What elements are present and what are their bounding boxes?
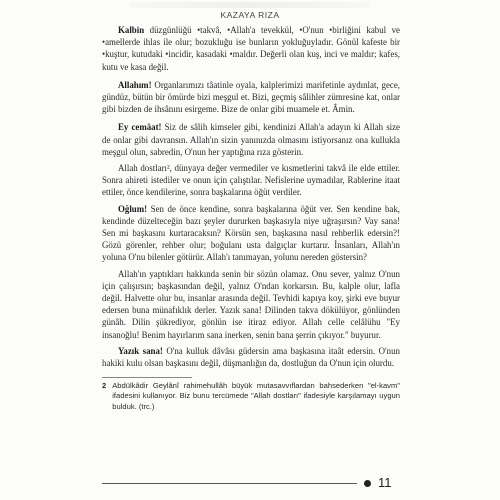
footnote [102,381,400,412]
paragraph-ey-cemaat [102,121,400,158]
paragraph-text: Siz de sâlih kimseler gibi, kendinizi Allah'a adayın ki Allah size de onlar gibi davransın. Allah'ın sizin yanınızda olmasını istiyorsanız ona kullukla meşgul olun, sabredin, O'nun her yaptığına rıza gösterin. [102,122,400,157]
page-body [102,24,400,412]
paragraph-text: Sen de önce kendine, sonra başkalarına öğüt ver. Sen kendine bak, kendinde düzelteceğin bazı şeyler dururken başkasıyla niye uğraşırsın? Vay sana! Sen mi başkasını kurtaracaksın? Körsün sen, başkasına nasıl rehberlik edersin?! Gözü görenler, rehber olur; boğulanı usta dalgıçlar kurtarır. İnsanları, Allah'ın yoluna O'nu bilenler götürür. Allah'ı tanımayan, yolunu nereden göstersin? [102,203,400,263]
paragraph-text: düzgünlüğü •takvâ, •Allah'a tevekkül, •O'nun •birliğini kabul ve •amellerde ihlas ile olur; bozukluğu ise bunların yokluğuyladır. Gönül kafeste bir •kuştur, kutudaki •incidir, kasadaki •maldır. Değerli olan kuş, inci ve maldır; kafes, kutu ve kasa değil. [102,25,400,72]
paragraph-text: Organlarımızı tâatinle oyala, kalplerimizi marifetinle aydınlat, gece, gündüz, bütün bir ömürde bizi meşgul et. Bizi, geçmiş sâlihler zümresine kat, onlar gibi bizden de ihsânını esirgeme. Bize de onlar gibi muamele et. Âmin. [102,79,400,115]
footnote-number: 2 [102,381,107,391]
paragraph-text: Allah dostları², dünyaya değer vermediler ve kısmetlerini takvâ ile elde ettiler. Sonra ahireti istediler ve onun için çalıştılar. Nefislerine uymadılar, Rablerine itaat ettiler, önce kendilerine, sonra başkalarına öğüt verdiler. [102,163,400,198]
footer-rule [102,483,357,484]
paragraph-lead: Ey cemâat! [118,122,162,133]
paragraph-lead: Allahım! [118,79,152,90]
page-footer [102,474,400,494]
footnote-text: Abdülkâdir Geylânî rahimehullâh büyük mutasavvıflardan bahsederken "el-kavm" ifadesini kullanıyor. Biz bunu tercümede "Allah dostları" ifadesiyle karşılamayı uygun bulduk. (trc.) [112,381,400,411]
paragraph-text: Allah'ın yaptıkları hakkında senin bir sözün olamaz. Onu sever, yalnız O'nun için çalışırsın; başkasından değil, yalnız O'ndan korkarsın. Bu, kalple olur, lafla değil. Halvette olur bu, insanlar arasında değil. Tevhidi kapıya koy, şirki eve buyur edersen buna münafıklık derler. Yazık sana! Dilinden takva dökülüyor, gönlünden günâh. Dilin şükrediyor, gönlün ise itiraz ediyor. Allah celle celâlühu "Ey insanoğlu! Benim hayırlarım sana inerken, senin bana şerrin çıkıyor." buyurur. [102,268,400,340]
footnote-separator [102,377,192,378]
running-header: KAZAYA RIZA [220,10,280,20]
paragraph-allahim [102,79,400,116]
paragraph-lead: Yazık sana! [118,345,163,356]
paragraph-text: O'na kulluk dâvâsı güdersin ama başkasına itaât edersin. O'nun hakiki kulu olsan başkasını değil, düşmanlığın da, dostluğun da O'nun için olurdu. [102,345,400,369]
bleed-through-text [130,2,370,8]
paragraph-allahin-yaptiklari [102,268,400,341]
paragraph-allah-dostlari [102,162,400,199]
page-number: 11 [378,475,392,490]
footer-dot-ornament [364,480,371,487]
paragraph-yazik-sana [102,345,400,369]
paragraph-oglum [102,203,400,264]
paragraph-lead: Oğlum! [118,203,148,214]
paragraph-lead: Kalbin [118,25,145,35]
paragraph-kalbin [102,24,400,73]
